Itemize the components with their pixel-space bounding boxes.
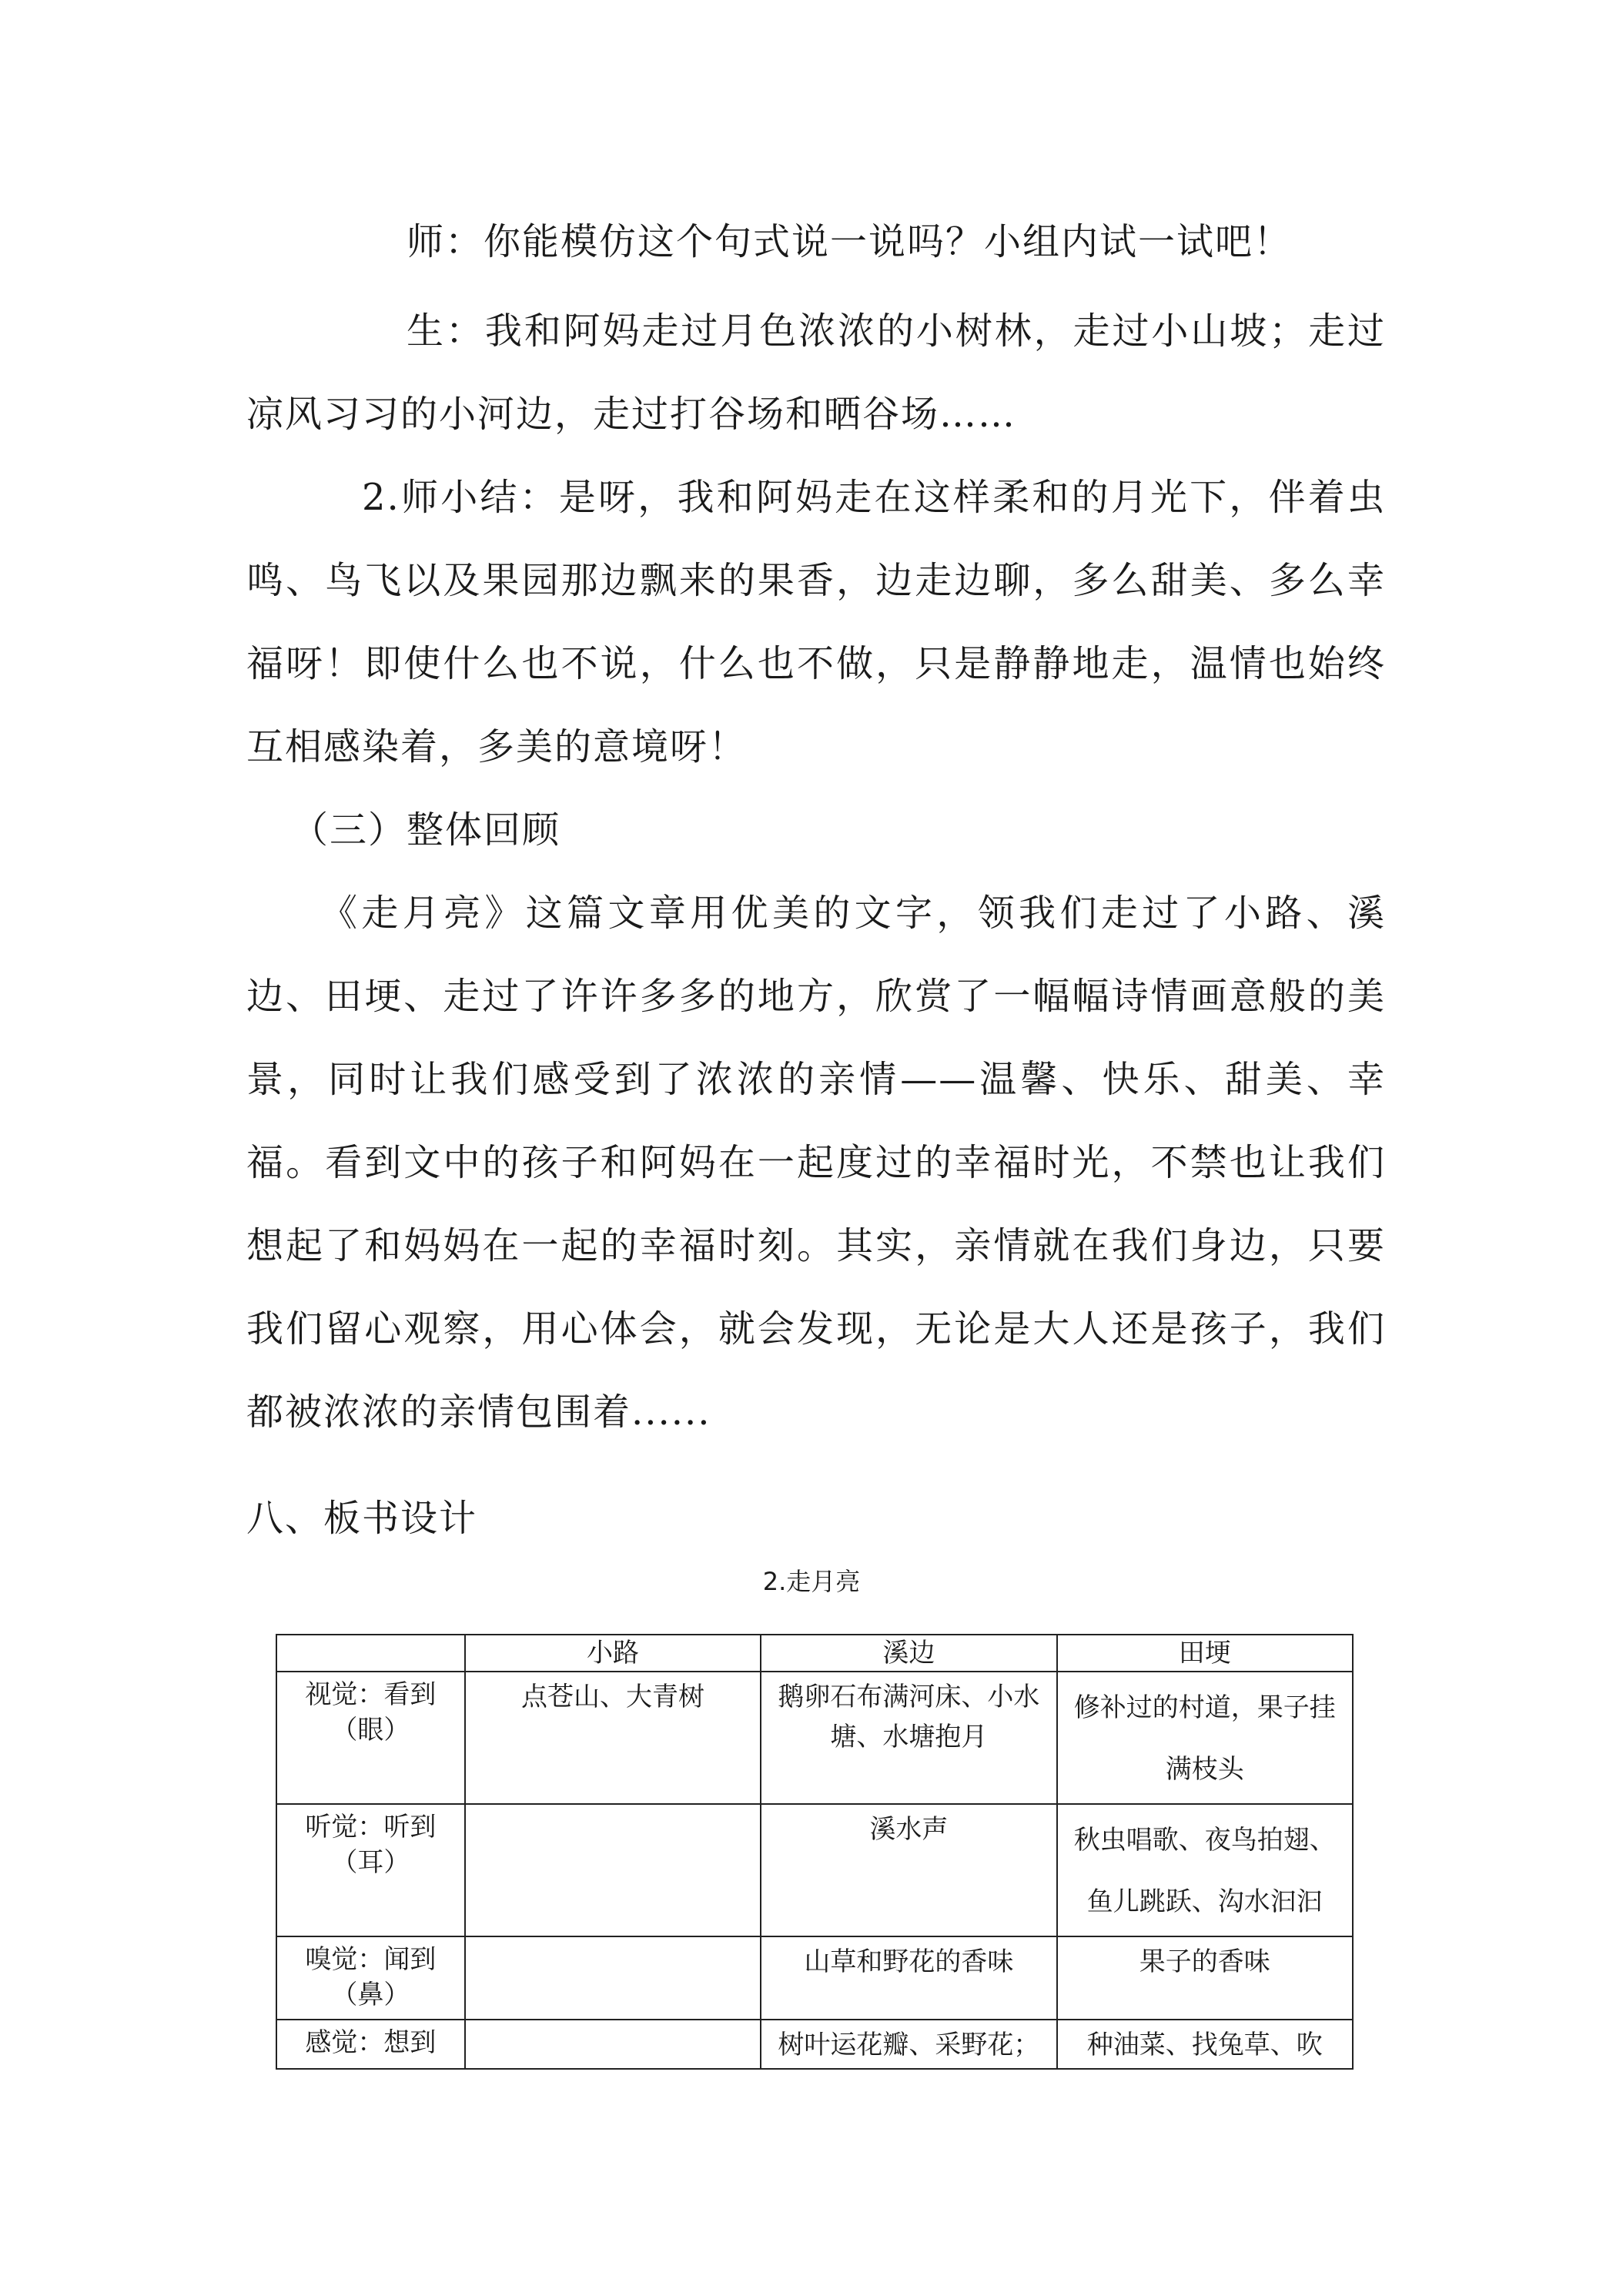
- table-cell: 点苍山、大青树: [465, 1672, 761, 1804]
- table-cell: [465, 1804, 761, 1936]
- board-design-table: [276, 1634, 1354, 2070]
- header-cell-stream: 溪边: [761, 1635, 1056, 1672]
- table-cell: 秋虫唱歌、夜鸟拍翅、鱼儿跳跃、沟水汩汩: [1057, 1804, 1353, 1936]
- section-heading-board-design: 八、板书设计: [246, 1497, 478, 1540]
- review-paragraph: 《走月亮》这篇文章用优美的文字，领我们走过了小路、溪边、田埂、走过了许许多多的地方，欣赏了一幅幅诗情画意般的美景，同时让我们感受到了浓浓的亲情——温馨、快乐、甜美、幸福。看到文中的孩子和阿妈在一起度过的幸福时光，不禁也让我们想起了和妈妈在一起的幸福时刻。其实，亲情就在我们身边，只要我们留心观察，用心体会，就会发现，无论是大人还是孩子，我们都被浓浓的亲情包围着......: [246, 892, 1386, 1434]
- table-row: [276, 1936, 1353, 2020]
- table-cell: 种油菜、找兔草、吹: [1057, 2020, 1353, 2069]
- section-heading-review: （三）整体回顾: [291, 808, 561, 852]
- table-row: [276, 1672, 1353, 1804]
- table-cell: [465, 1936, 761, 2020]
- dialogue-teacher: 师：你能模仿这个句式说一说吗？小组内试一试吧！: [407, 220, 1293, 263]
- header-cell-field: 田埂: [1057, 1635, 1353, 1672]
- table-cell: 溪水声: [761, 1804, 1056, 1936]
- board-caption: 2.走月亮: [762, 1567, 861, 1596]
- dialogue-student: 生：我和阿妈走过月色浓浓的小树林，走过小山坡；走过凉风习习的小河边，走过打谷场和晒谷场……: [246, 310, 1386, 436]
- row-label-hearing: 听觉：听到（耳）: [276, 1804, 465, 1936]
- table-cell: 山草和野花的香味: [761, 1936, 1056, 2020]
- table-cell: 鹅卵石布满河床、小水塘、水塘抱月: [761, 1672, 1056, 1804]
- table-cell: 果子的香味: [1057, 1936, 1353, 2020]
- header-cell-path: 小路: [465, 1635, 761, 1672]
- teacher-summary: 2.师小结：是呀，我和阿妈走在这样柔和的月光下，伴着虫鸣、鸟飞以及果园那边飘来的果香，边走边聊，多么甜美、多么幸福呀！即使什么也不说，什么也不做，只是静静地走，温情也始终互相感染着，多美的意境呀！: [246, 476, 1386, 768]
- table-row: [276, 1804, 1353, 1936]
- header-cell-empty: [276, 1635, 465, 1672]
- row-label-smell: 嗅觉：闻到（鼻）: [276, 1936, 465, 2020]
- row-label-feeling: 感觉：想到: [276, 2020, 465, 2069]
- table-cell: [465, 2020, 761, 2069]
- table-cell: 树叶运花瓣、采野花；: [761, 2020, 1056, 2069]
- row-label-sight: 视觉：看到（眼）: [276, 1672, 465, 1804]
- table-header-row: [276, 1635, 1353, 1672]
- table-row: [276, 2020, 1353, 2069]
- table-cell: 修补过的村道，果子挂满枝头: [1057, 1672, 1353, 1804]
